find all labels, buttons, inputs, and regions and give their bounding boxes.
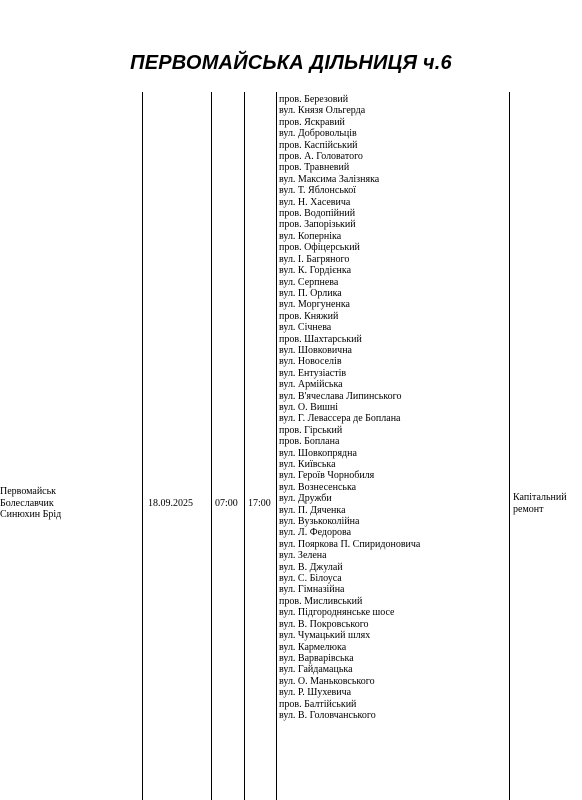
street-item: вул. Героїв Чорнобиля: [279, 470, 375, 482]
end-time-cell: 17:00: [248, 498, 271, 509]
street-item: вул. Шовковична: [279, 344, 352, 356]
street-item: вул. Л. Федорова: [279, 527, 352, 539]
street-item: вул. Дружби: [279, 493, 332, 505]
street-item: вул. В'ячеслава Липинського: [279, 390, 402, 402]
street-item: вул. С. Білоуса: [279, 573, 342, 585]
street-item: вул. Київська: [279, 459, 336, 470]
street-item: пров. Каспійський: [279, 139, 358, 151]
street-item: пров. А. Головатого: [279, 151, 363, 163]
street-item: вул. Т. Яблонської: [279, 185, 357, 197]
street-item: вул. Чумацький шлях: [279, 630, 371, 642]
street-item: вул. Ентузіастів: [279, 367, 347, 379]
street-item: вул. Моргуненка: [279, 299, 350, 311]
street-item: пров. Офіцерський: [279, 242, 360, 254]
street-item: вул. Г. Левассера де Боплана: [279, 413, 401, 425]
street-item: вул. К. Гордієнка: [279, 265, 352, 277]
street-item: пров. Шахтарський: [279, 333, 362, 345]
column-divider: [244, 92, 245, 800]
street-item: вул. В. Джулай: [279, 561, 343, 573]
street-list: [279, 94, 509, 721]
street-item: вул. Гайдамацька: [279, 664, 353, 676]
street-item: вул. Армійська: [279, 379, 343, 391]
start-time-cell: 07:00: [215, 498, 238, 509]
street-item: вул. Вузькоколійна: [279, 516, 360, 528]
column-divider: [276, 92, 277, 800]
street-item: вул. Шовкопрядна: [279, 447, 357, 459]
street-item: вул. Гімназійна: [279, 584, 345, 596]
street-item: вул. П. Дяченка: [279, 504, 346, 516]
column-divider: [509, 92, 510, 800]
street-item: вул. В. Покровського: [279, 618, 369, 630]
street-item: вул. Князя Ольгерда: [279, 105, 366, 117]
reason-cell: Капітальний ремонт: [513, 492, 567, 515]
street-item: пров. Боплана: [279, 436, 340, 448]
street-item: вул. Максима Залізняка: [279, 173, 380, 185]
street-item: пров. Княжий: [279, 310, 339, 322]
street-item: вул. Добровольців: [279, 128, 357, 140]
street-item: вул. Кармелюка: [279, 641, 347, 653]
street-item: вул. І. Багряного: [279, 253, 350, 265]
street-item: вул. Серпнева: [279, 276, 339, 288]
street-item: вул. Підгороднянське шосе: [279, 607, 395, 619]
street-item: пров. Березовий: [279, 94, 349, 105]
street-item: вул. О. Вишні: [279, 401, 339, 413]
street-item: пров. Запорізький: [279, 219, 356, 231]
street-item: вул. Зелена: [279, 550, 327, 562]
street-item: вул. П. Орлика: [279, 287, 342, 299]
page-title: ПЕРВОМАЙСЬКА ДІЛЬНИЦЯ ч.6: [130, 52, 452, 74]
street-item: вул. О. Маньковського: [279, 675, 375, 687]
street-item: вул. Коперніка: [279, 230, 342, 242]
street-item: пров. Балтійський: [279, 698, 357, 710]
street-item: вул. Варварівська: [279, 652, 354, 664]
street-item: вул. Новоселів: [279, 356, 342, 368]
column-divider: [211, 92, 212, 800]
street-item: пров. Водопійний: [279, 208, 356, 220]
street-item: вул. Вознесенська: [279, 481, 357, 493]
street-item: пров. Гірський: [279, 424, 343, 436]
street-item: пров. Мисливський: [279, 595, 363, 607]
street-item: вул. Р. Шухевича: [279, 687, 352, 699]
street-item: вул. Січнева: [279, 322, 332, 334]
street-item: вул. Пояркова П. Спиридоновича: [279, 538, 421, 550]
street-item: пров. Травневий: [279, 162, 350, 174]
settlements-cell: Первомайськ Болеславчик Синюхин Брід: [0, 486, 62, 520]
street-item: пров. Яскравий: [279, 116, 345, 128]
column-divider: [142, 92, 143, 800]
date-cell: 18.09.2025: [148, 498, 193, 509]
street-item: вул. В. Головчанського: [279, 709, 376, 721]
street-item: вул. Н. Хасевича: [279, 196, 351, 208]
